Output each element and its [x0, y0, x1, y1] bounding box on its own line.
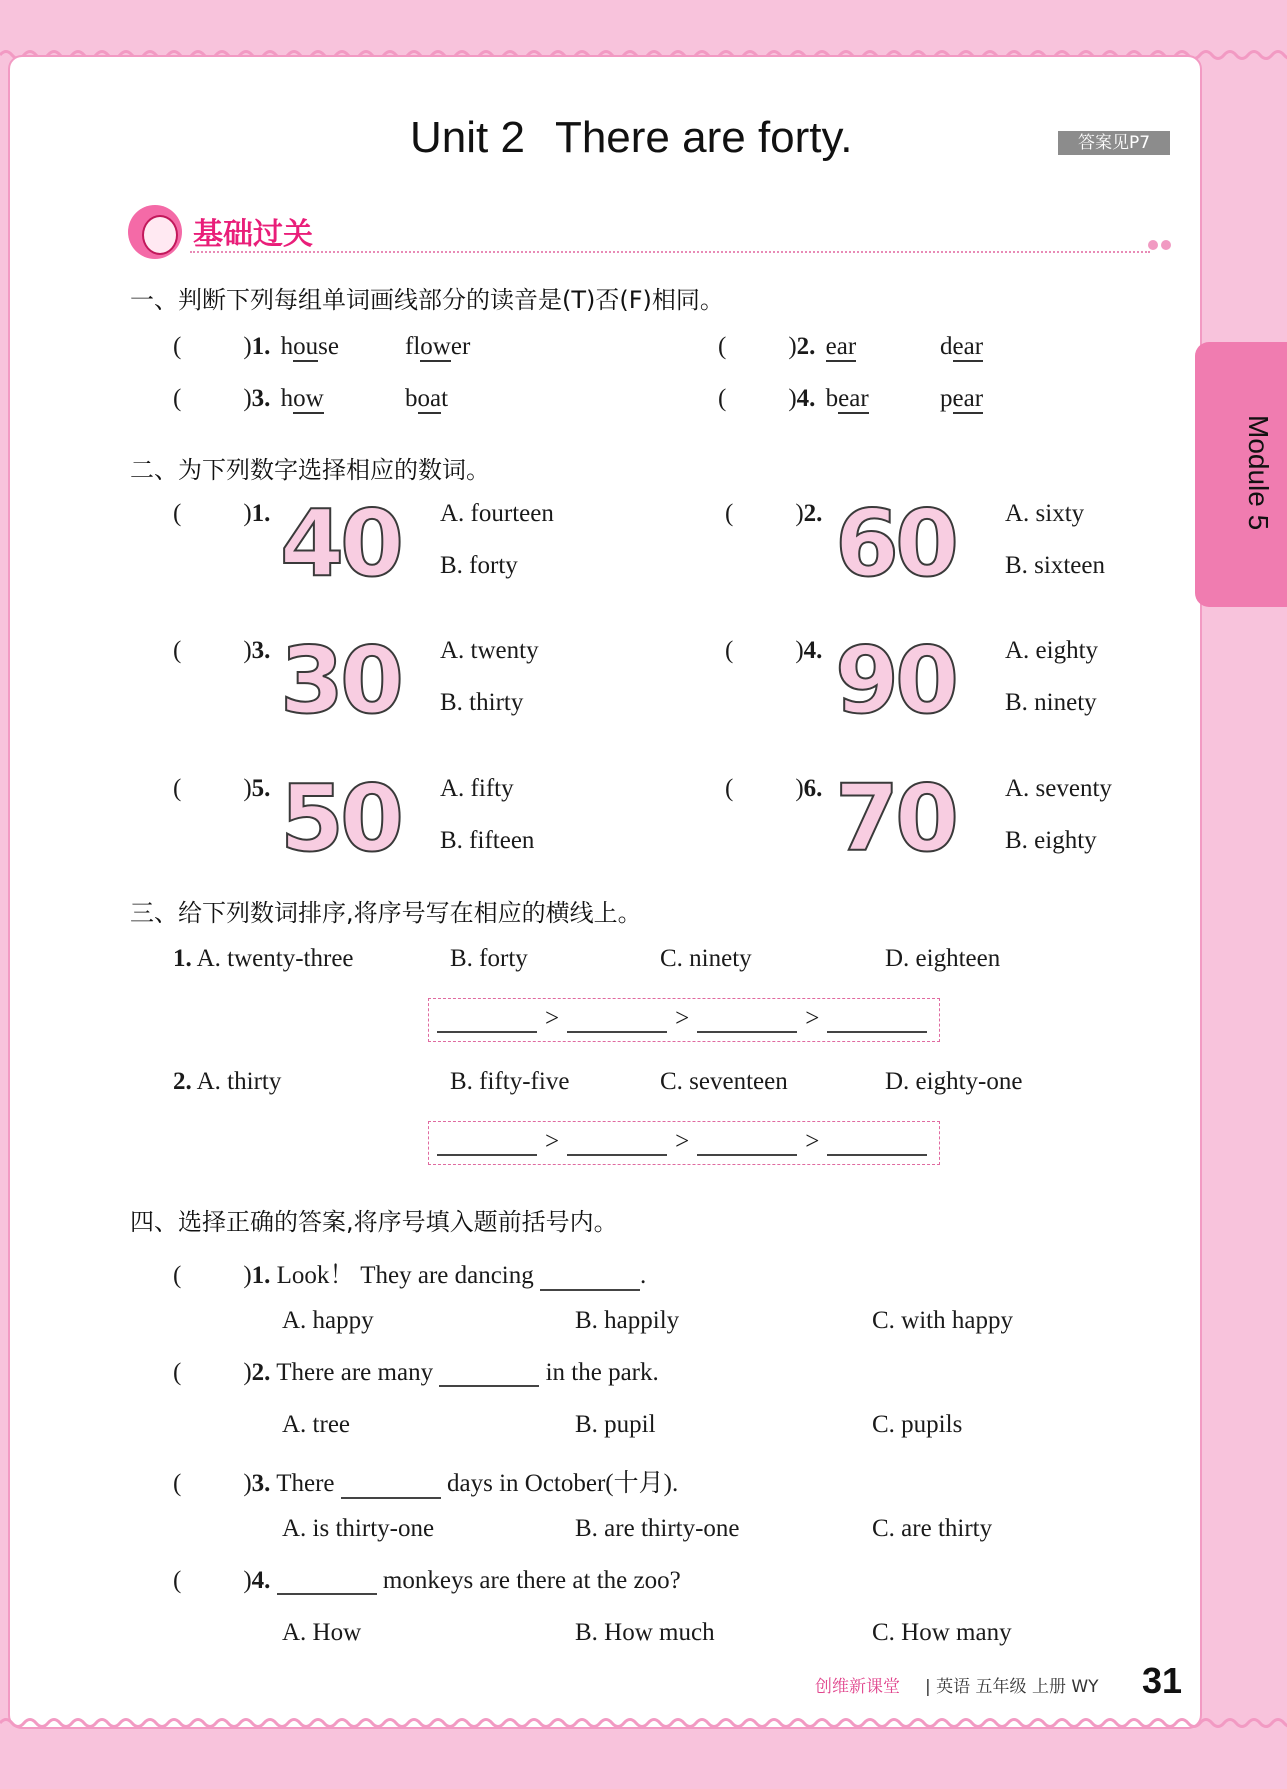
q2-item-4-option-b: B. ninety: [1005, 689, 1097, 716]
q4-item-1-option-c: C. with happy: [872, 1307, 1013, 1334]
q4-item-4-option-b: B. How much: [575, 1619, 715, 1646]
q4-item-3-option-a: A. is thirty-one: [282, 1515, 435, 1542]
q1-heading: 一、判断下列每组单词画线部分的读音是(T)否(F)相同。: [130, 286, 724, 314]
q3-item-2-option-c: C. seventeen: [660, 1068, 788, 1095]
q2-item-2-number-art: 60: [835, 490, 956, 597]
module-tab-label: Module 5: [1243, 415, 1274, 531]
answer-blank[interactable]: [827, 1128, 927, 1156]
footer-brand: 创维新课堂: [815, 1677, 900, 1697]
answer-blank[interactable]: [567, 1005, 667, 1033]
q4-item-1-option-b: B. happily: [575, 1307, 680, 1334]
q1-item-3-word2: boat: [405, 385, 449, 412]
q2-item-5-number-art: 50: [280, 765, 401, 872]
answer-blank[interactable]: [439, 1359, 539, 1387]
q3-item-1-answer-box: > > >: [428, 998, 940, 1042]
q1-item-1: ( )1. house: [173, 333, 339, 360]
answer-blank[interactable]: [437, 1128, 537, 1156]
page-title: [410, 113, 852, 163]
q2-item-1-option-b: B. forty: [440, 552, 518, 579]
q2-item-1-paren: ( )1.: [173, 500, 271, 527]
q2-item-6-option-b: B. eighty: [1005, 827, 1097, 854]
q3-item-1-option-c: C. ninety: [660, 945, 752, 972]
q2-item-2-option-a: A. sixty: [1005, 500, 1085, 527]
q2-item-3-paren: ( )3.: [173, 637, 271, 664]
q2-item-6-number-art: 70: [835, 765, 956, 872]
q2-item-5-option-a: A. fifty: [440, 775, 514, 802]
answer-blank[interactable]: [277, 1567, 377, 1595]
q1-item-4-word2: pear: [940, 385, 984, 412]
q2-item-2-paren: ( )2.: [725, 500, 823, 527]
answer-blank[interactable]: [697, 1005, 797, 1033]
q4-heading: 四、选择正确的答案,将序号填入题前括号内。: [130, 1208, 618, 1236]
q2-item-5-option-b: B. fifteen: [440, 827, 535, 854]
q1-item-3: ( )3. how: [173, 385, 324, 412]
q2-item-3-number-art: 30: [280, 627, 401, 734]
q4-item-3-option-b: B. are thirty-one: [575, 1515, 740, 1542]
q3-item-2-answer-box: > > >: [428, 1121, 940, 1165]
q2-item-2-option-b: B. sixteen: [1005, 552, 1105, 579]
q2-item-3-option-b: B. thirty: [440, 689, 524, 716]
q2-item-1-option-a: A. fourteen: [440, 500, 554, 527]
q4-item-1: ( )1. Look！ They are dancing .: [173, 1262, 647, 1289]
q4-item-2-option-c: C. pupils: [872, 1411, 963, 1438]
q2-item-4-number-art: 90: [835, 627, 956, 734]
q2-heading: 二、为下列数字选择相应的数词。: [130, 456, 490, 484]
answer-blank[interactable]: [567, 1128, 667, 1156]
q4-item-4: ( )4. monkeys are there at the zoo?: [173, 1567, 681, 1594]
answer-blank[interactable]: [827, 1005, 927, 1033]
answer-blank[interactable]: [341, 1471, 441, 1499]
q2-item-6-paren: ( )6.: [725, 775, 823, 802]
answer-blank[interactable]: [697, 1128, 797, 1156]
q2-item-5-paren: ( )5.: [173, 775, 271, 802]
answer-blank[interactable]: [437, 1005, 537, 1033]
q4-item-4-option-a: A. How: [282, 1619, 362, 1646]
section-title: 基础过关: [193, 217, 313, 252]
q3-item-2-option-d: D. eighty-one: [885, 1068, 1023, 1095]
section-divider: [190, 251, 1150, 253]
wavy-border-bottom: [0, 1716, 1287, 1730]
q4-item-3-option-c: C. are thirty: [872, 1515, 993, 1542]
q4-item-2-option-a: A. tree: [282, 1411, 351, 1438]
q3-item-2-option-b: B. fifty-five: [450, 1068, 570, 1095]
q1-item-4: ( )4. bear: [718, 385, 869, 412]
answer-blank[interactable]: [540, 1263, 640, 1291]
q4-item-2: ( )2. There are many in the park.: [173, 1359, 659, 1386]
q3-item-2: 2. A. thirty: [173, 1068, 282, 1095]
girl-mascot-icon: [128, 205, 182, 259]
q1-item-2-word2: dear: [940, 333, 984, 360]
q4-item-3: ( )3. There days in October(十月).: [173, 1470, 679, 1497]
q3-item-1: 1. A. twenty-three: [173, 945, 354, 972]
title-unit: Unit 2: [410, 113, 525, 162]
q4-item-2-option-b: B. pupil: [575, 1411, 656, 1438]
q2-item-4-paren: ( )4.: [725, 637, 823, 664]
divider-dots-icon: [1148, 237, 1174, 255]
q4-item-1-option-a: A. happy: [282, 1307, 374, 1334]
q2-item-3-option-a: A. twenty: [440, 637, 539, 664]
title-text: There are forty.: [554, 113, 853, 162]
q2-item-1-number-art: 40: [280, 490, 401, 597]
q3-item-1-option-b: B. forty: [450, 945, 528, 972]
footer-book-info: | 英语 五年级 上册 WY: [925, 1677, 1099, 1697]
q1-item-1-word2: flower: [405, 333, 471, 360]
q2-item-6-option-a: A. seventy: [1005, 775, 1112, 802]
q4-item-4-option-c: C. How many: [872, 1619, 1012, 1646]
q3-heading: 三、给下列数词排序,将序号写在相应的横线上。: [130, 899, 642, 927]
answer-reference-badge: 答案见P7: [1058, 131, 1170, 155]
q1-item-2: ( )2. ear: [718, 333, 857, 360]
q2-item-4-option-a: A. eighty: [1005, 637, 1099, 664]
page-number: 31: [1142, 1660, 1183, 1701]
q3-item-1-option-d: D. eighteen: [885, 945, 1001, 972]
